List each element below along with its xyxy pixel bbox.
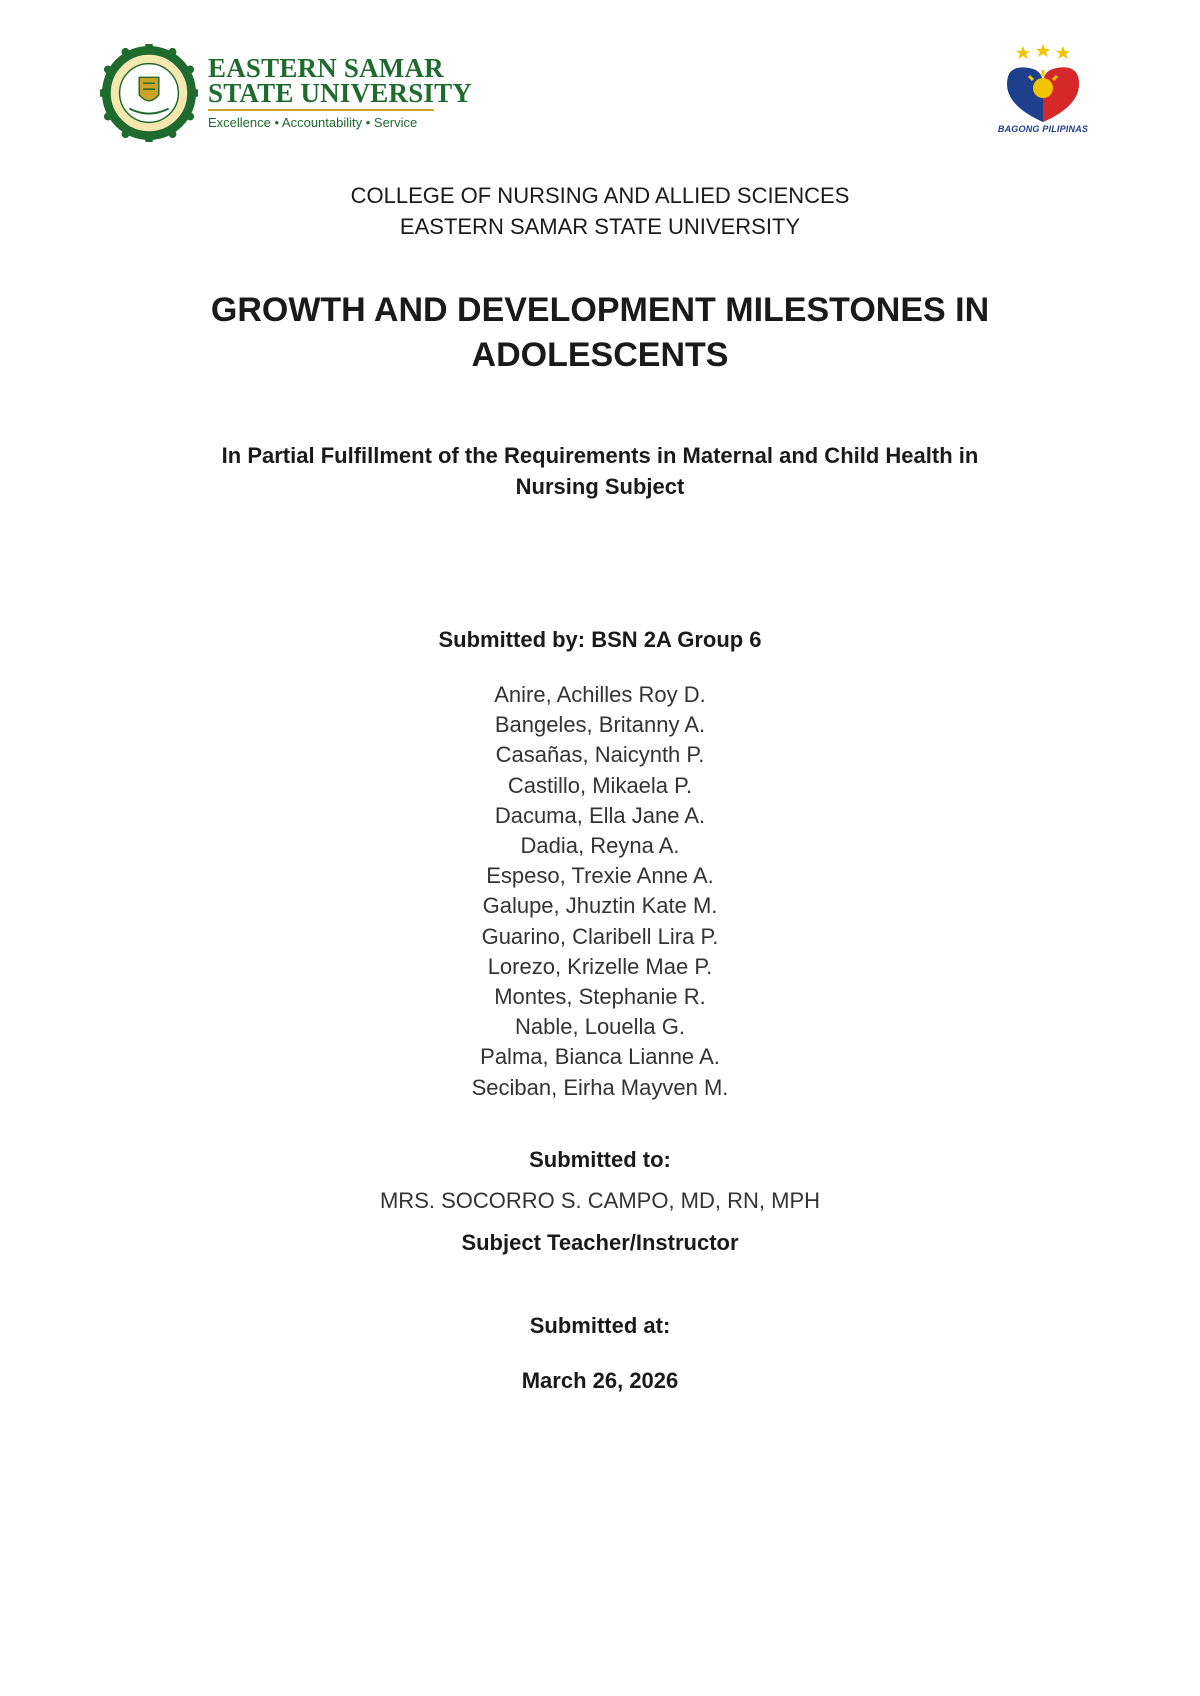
member-name: Guarino, Claribell Lira P.: [481, 923, 719, 949]
member-name: Dacuma, Ella Jane A.: [494, 802, 706, 828]
college-name: COLLEGE OF NURSING AND ALLIED SCIENCES: [350, 183, 850, 208]
bagong-pilipinas-caption: BAGONG PILIPINAS: [997, 124, 1089, 134]
member-name: Bangeles, Britanny A.: [494, 712, 706, 738]
submission-date: March 26, 2026: [521, 1368, 679, 1393]
submitted-to-label: Submitted to:: [529, 1147, 671, 1172]
member-name: Anire, Achilles Roy D.: [494, 682, 706, 707]
member-name: Castillo, Mikaela P.: [507, 772, 693, 798]
document-header: [0, 0, 1200, 160]
document-title: [100, 288, 1100, 378]
wordmark-divider: [208, 109, 434, 111]
title-line1: GROWTH AND DEVELOPMENT MILESTONES IN: [210, 291, 990, 329]
university-name-line1: EASTERN SAMAR: [208, 53, 444, 83]
bagong-pilipinas-emblem-icon: [993, 44, 1093, 124]
submitted-by-label: Submitted by: BSN 2A Group 6: [438, 627, 762, 652]
member-name: Lorezo, Krizelle Mae P.: [487, 953, 713, 979]
eastern-samar-state-university-logo: [100, 44, 473, 148]
teacher-role: Subject Teacher/Instructor: [461, 1230, 739, 1255]
member-name: Galupe, Jhuztin Kate M.: [482, 893, 718, 919]
fulfillment-statement: [100, 440, 1100, 502]
fulfillment-line1: In Partial Fulfillment of the Requirements in Maternal and Child Health in: [221, 443, 979, 468]
group-members-list: [100, 680, 1100, 1103]
member-name: Nable, Louella G.: [515, 1014, 685, 1040]
teacher-name: MRS. SOCORRO S. CAMPO, MD, RN, MPH: [379, 1188, 821, 1213]
submitted-at-label: Submitted at:: [529, 1313, 671, 1338]
university-seal-icon: [100, 44, 198, 142]
member-name: Seciban, Eirha Mayven M.: [471, 1074, 729, 1100]
bagong-pilipinas-logo: [993, 44, 1093, 136]
institution-heading: [100, 180, 1100, 242]
university-name: EASTERN SAMAR STATE UNIVERSITY: [399, 214, 801, 239]
fulfillment-line2: Nursing Subject: [515, 474, 685, 499]
title-line2: ADOLESCENTS: [471, 336, 729, 374]
university-motto: Excellence • Accountability • Service: [208, 115, 418, 130]
university-wordmark: [208, 53, 473, 130]
member-name: Palma, Bianca Lianne A.: [480, 1044, 720, 1070]
university-name-line2: STATE UNIVERSITY: [208, 78, 473, 108]
member-name: Casañas, Naicynth P.: [495, 742, 705, 768]
member-name: Montes, Stephanie R.: [494, 984, 706, 1010]
member-name: Dadia, Reyna A.: [520, 833, 680, 859]
member-name: Espeso, Trexie Anne A.: [486, 863, 714, 889]
